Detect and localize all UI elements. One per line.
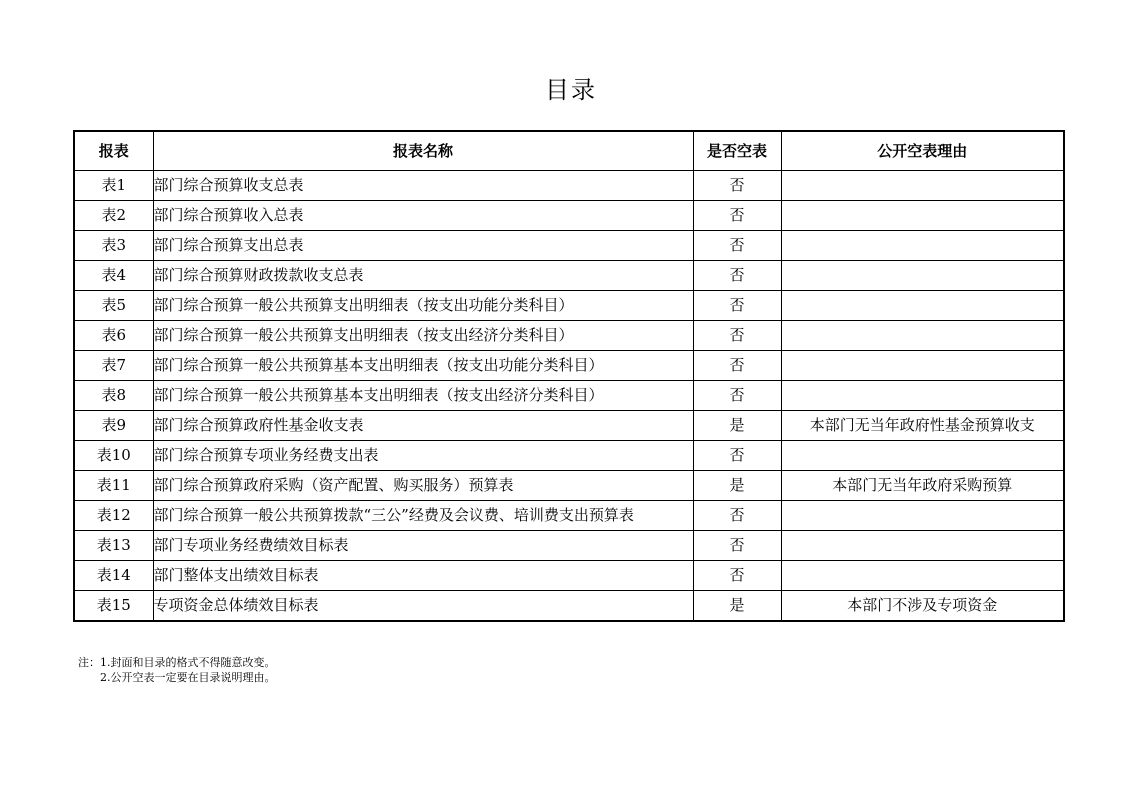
is-empty-cell: 否 [693,201,781,231]
empty-reason-cell [781,561,1064,591]
empty-reason-cell [781,441,1064,471]
report-number-cell: 表1 [74,171,153,201]
empty-reason-cell [781,351,1064,381]
is-empty-cell: 否 [693,381,781,411]
report-number-cell: 表7 [74,351,153,381]
note-line: 2.公开空表一定要在目录说明理由。 [100,671,276,684]
report-number-cell: 表4 [74,261,153,291]
header-empty-reason: 公开空表理由 [781,131,1064,171]
report-number-cell: 表13 [74,531,153,561]
report-number-cell: 表5 [74,291,153,321]
is-empty-cell: 否 [693,261,781,291]
report-number-cell: 表6 [74,321,153,351]
empty-reason-cell [781,321,1064,351]
is-empty-cell: 否 [693,501,781,531]
table-row [74,321,1064,351]
header-is-empty: 是否空表 [693,131,781,171]
table-row [74,591,1064,622]
is-empty-cell: 否 [693,561,781,591]
report-name-cell: 部门综合预算支出总表 [153,231,693,261]
empty-reason-cell [781,531,1064,561]
report-number-cell: 表9 [74,411,153,441]
report-name-cell: 部门综合预算政府性基金收支表 [153,411,693,441]
report-name-cell: 部门综合预算专项业务经费支出表 [153,441,693,471]
header-report: 报表 [74,131,153,171]
is-empty-cell: 是 [693,471,781,501]
report-name-cell: 部门综合预算收入总表 [153,201,693,231]
empty-reason-cell: 本部门不涉及专项资金 [781,591,1064,622]
report-number-cell: 表8 [74,381,153,411]
is-empty-cell: 否 [693,291,781,321]
empty-reason-cell [781,231,1064,261]
is-empty-cell: 否 [693,351,781,381]
is-empty-cell: 否 [693,441,781,471]
report-name-cell: 部门综合预算一般公共预算基本支出明细表（按支出功能分类科目） [153,351,693,381]
empty-reason-cell [781,261,1064,291]
is-empty-cell: 否 [693,171,781,201]
report-number-cell: 表11 [74,471,153,501]
report-name-cell: 部门综合预算一般公共预算拨款“三公”经费及会议费、培训费支出预算表 [153,501,693,531]
table-row [74,261,1064,291]
table-row [74,561,1064,591]
table-row [74,501,1064,531]
report-name-cell: 部门综合预算一般公共预算支出明细表（按支出经济分类科目） [153,321,693,351]
table-row [74,201,1064,231]
table-row [74,231,1064,261]
empty-reason-cell [781,291,1064,321]
report-number-cell: 表10 [74,441,153,471]
report-number-cell: 表3 [74,231,153,261]
report-name-cell: 部门综合预算一般公共预算基本支出明细表（按支出经济分类科目） [153,381,693,411]
report-name-cell: 部门综合预算一般公共预算支出明细表（按支出功能分类科目） [153,291,693,321]
is-empty-cell: 否 [693,531,781,561]
report-name-cell: 部门整体支出绩效目标表 [153,561,693,591]
empty-reason-cell: 本部门无当年政府性基金预算收支 [781,411,1064,441]
empty-reason-cell [781,381,1064,411]
is-empty-cell: 否 [693,231,781,261]
table-row [74,531,1064,561]
empty-reason-cell [781,501,1064,531]
table-row [74,411,1064,441]
report-number-cell: 表14 [74,561,153,591]
report-name-cell: 部门综合预算收支总表 [153,171,693,201]
empty-reason-cell: 本部门无当年政府采购预算 [781,471,1064,501]
report-name-cell: 部门专项业务经费绩效目标表 [153,531,693,561]
is-empty-cell: 否 [693,321,781,351]
report-number-cell: 表12 [74,501,153,531]
header-report-name: 报表名称 [153,131,693,171]
report-name-cell: 专项资金总体绩效目标表 [153,591,693,622]
catalog-table [73,130,1065,622]
report-name-cell: 部门综合预算政府采购（资产配置、购买服务）预算表 [153,471,693,501]
is-empty-cell: 是 [693,411,781,441]
report-number-cell: 表2 [74,201,153,231]
footnotes [78,655,276,685]
empty-reason-cell [781,201,1064,231]
table-row [74,471,1064,501]
report-name-cell: 部门综合预算财政拨款收支总表 [153,261,693,291]
note-line: 注：1.封面和目录的格式不得随意改变。 [78,656,276,669]
report-number-cell: 表15 [74,591,153,622]
is-empty-cell: 是 [693,591,781,622]
table-row [74,171,1064,201]
table-row [74,291,1064,321]
header-row [74,131,1064,171]
empty-reason-cell [781,171,1064,201]
page-title: 目录 [545,76,597,104]
table-row [74,441,1064,471]
table-row [74,381,1064,411]
table-row [74,351,1064,381]
